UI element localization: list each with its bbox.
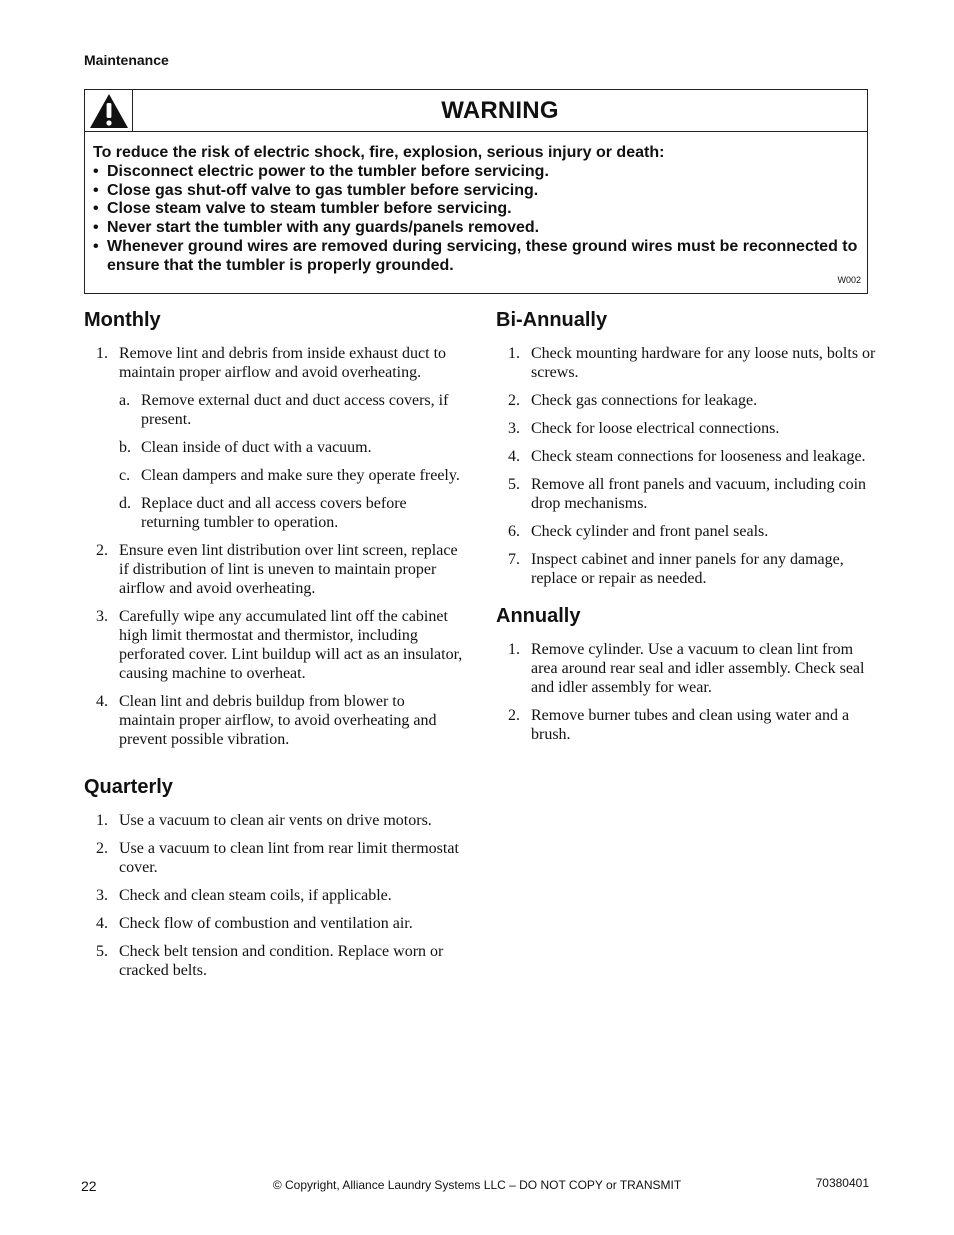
- item-number: 7.: [508, 551, 520, 568]
- warning-code: W002: [837, 275, 861, 285]
- sub-item-letter: b.: [119, 439, 131, 456]
- item-number: 3.: [508, 420, 520, 437]
- item-text: Ensure even lint distribution over lint screen, replace if distribution of lint is uneven to maintain proper airflow and avoid overheating.: [119, 542, 458, 597]
- item-text: Check steam connections for looseness and leakage.: [531, 448, 866, 465]
- document-number: 70380401: [815, 1176, 869, 1190]
- item-number: 2.: [508, 392, 520, 409]
- item-text: Use a vacuum to clean air vents on drive motors.: [119, 812, 432, 829]
- item-text: Carefully wipe any accumulated lint off the cabinet high limit thermostat and thermistor, including perforated cover. Lint buildup will act as an insulator, causing machine to overheat.: [119, 608, 463, 682]
- list-item: [84, 886, 464, 905]
- list-item: [496, 640, 876, 697]
- item-text: Clean lint and debris buildup from blower to maintain proper airflow, to avoid overheating and prevent possible vibration.: [119, 693, 437, 748]
- list-item: [496, 344, 876, 382]
- item-text: Remove burner tubes and clean using water and a brush.: [531, 707, 850, 743]
- warning-triangle-icon: [89, 93, 129, 129]
- quarterly-heading: Quarterly: [84, 776, 173, 798]
- annually-heading: Annually: [496, 605, 581, 627]
- sub-item: [119, 466, 464, 485]
- item-number: 4.: [96, 693, 108, 710]
- biannually-list: [496, 344, 876, 588]
- warning-icon-cell: [85, 90, 133, 131]
- item-text: Remove all front panels and vacuum, including coin drop mechanisms.: [531, 476, 867, 512]
- warning-title: WARNING: [441, 97, 559, 124]
- warning-item: • Close gas shut-off valve to gas tumbler before servicing.: [93, 182, 859, 201]
- section-header: Maintenance: [84, 52, 169, 68]
- list-item: [496, 447, 876, 466]
- sub-item-text: Replace duct and all access covers before returning tumbler to operation.: [141, 495, 407, 531]
- sub-item-text: Clean dampers and make sure they operate freely.: [141, 467, 460, 484]
- item-number: 3.: [96, 608, 108, 625]
- item-number: 1.: [508, 345, 520, 362]
- list-item: [496, 419, 876, 438]
- copyright-notice: © Copyright, Alliance Laundry Systems LLC – DO NOT COPY or TRANSMIT: [272, 1178, 682, 1192]
- item-number: 5.: [96, 943, 108, 960]
- sub-item-letter: c.: [119, 467, 131, 484]
- sub-item: [119, 391, 464, 429]
- left-column: [84, 308, 464, 989]
- sub-item-text: Clean inside of duct with a vacuum.: [141, 439, 372, 456]
- warning-body: [85, 132, 867, 276]
- list-item: [496, 522, 876, 541]
- item-text: Remove lint and debris from inside exhaust duct to maintain proper airflow and avoid overheating.: [119, 345, 447, 381]
- item-number: 2.: [96, 542, 108, 559]
- item-text: Check flow of combustion and ventilation air.: [119, 915, 413, 932]
- item-text: Check gas connections for leakage.: [531, 392, 758, 409]
- item-number: 2.: [508, 707, 520, 724]
- sub-item: [119, 494, 464, 532]
- item-text: Use a vacuum to clean lint from rear limit thermostat cover.: [119, 840, 459, 876]
- list-item: [84, 942, 464, 980]
- biannually-heading: Bi-Annually: [496, 309, 608, 331]
- list-item: [84, 344, 464, 532]
- item-text: Check for loose electrical connections.: [531, 420, 780, 437]
- item-number: 4.: [508, 448, 520, 465]
- warning-list: [93, 163, 859, 276]
- list-item: [84, 914, 464, 933]
- item-number: 1.: [508, 641, 520, 658]
- monthly-sublist: [119, 391, 464, 532]
- item-text: Check mounting hardware for any loose nuts, bolts or screws.: [531, 345, 876, 381]
- sub-item-letter: d.: [119, 495, 131, 512]
- monthly-heading: Monthly: [84, 309, 161, 331]
- sub-item-letter: a.: [119, 392, 131, 409]
- item-text: Check cylinder and front panel seals.: [531, 523, 769, 540]
- right-column: [496, 308, 876, 753]
- list-item: [496, 550, 876, 588]
- warning-item: • Never start the tumbler with any guards/panels removed.: [93, 219, 859, 238]
- monthly-list: [84, 344, 464, 749]
- sub-item-text: Remove external duct and duct access covers, if present.: [141, 392, 449, 428]
- list-item: [84, 607, 464, 683]
- warning-box: [84, 89, 868, 294]
- list-item: [84, 839, 464, 877]
- list-item: [496, 391, 876, 410]
- warning-item: • Whenever ground wires are removed during servicing, these ground wires must be reconnected to ensure that the tumbler is properly grounded.: [93, 238, 859, 276]
- warning-item: • Close steam valve to steam tumbler before servicing.: [93, 200, 859, 219]
- item-text: Inspect cabinet and inner panels for any damage, replace or repair as needed.: [531, 551, 844, 587]
- warning-header: [85, 90, 867, 132]
- warning-intro: To reduce the risk of electric shock, fire, explosion, serious injury or death:: [93, 144, 665, 161]
- list-item: [84, 541, 464, 598]
- list-item: [496, 706, 876, 744]
- item-number: 1.: [96, 812, 108, 829]
- item-number: 2.: [96, 840, 108, 857]
- sub-item: [119, 438, 464, 457]
- item-number: 5.: [508, 476, 520, 493]
- item-number: 4.: [96, 915, 108, 932]
- item-number: 1.: [96, 345, 108, 362]
- item-text: Check and clean steam coils, if applicable.: [119, 887, 392, 904]
- item-number: 6.: [508, 523, 520, 540]
- warning-item: • Disconnect electric power to the tumbler before servicing.: [93, 163, 859, 182]
- item-text: Check belt tension and condition. Replace worn or cracked belts.: [119, 943, 444, 979]
- page-number: 22: [81, 1178, 97, 1194]
- list-item: [496, 475, 876, 513]
- item-text: Remove cylinder. Use a vacuum to clean lint from area around rear seal and idler assembly. Check seal and idler assembly for wear.: [531, 641, 865, 696]
- list-item: [84, 692, 464, 749]
- annually-list: [496, 640, 876, 744]
- list-item: [84, 811, 464, 830]
- item-number: 3.: [96, 887, 108, 904]
- quarterly-list: [84, 811, 464, 980]
